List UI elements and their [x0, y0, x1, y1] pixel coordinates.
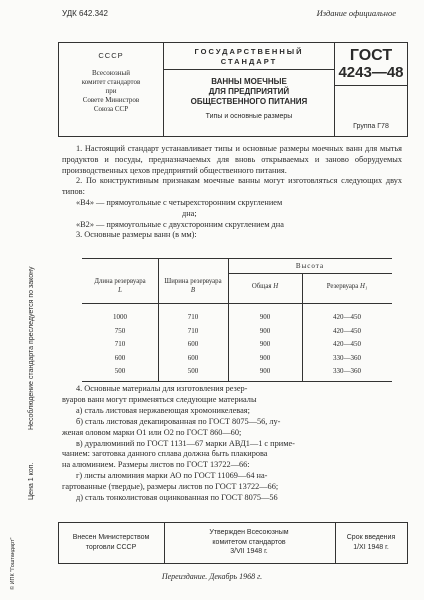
gost-number: 4243—48	[338, 64, 404, 81]
dimension-table	[82, 258, 392, 382]
doc-title-line: ОБЩЕСТВЕННОГО ПИТАНИЯ	[190, 97, 308, 106]
org-cell	[59, 43, 164, 136]
paragraph-2a-cont: дна;	[182, 208, 197, 218]
reprint-note: Переиздание. Декабрь 1968 г.	[161, 572, 263, 581]
material-b-cont: женая оловом марки О1 или О2 по ГОСТ 860—60;	[62, 427, 242, 437]
col-total-header: Общая	[251, 283, 272, 290]
col-total-symbol: H	[273, 283, 279, 290]
org-line: комитет стандартов	[81, 78, 141, 86]
material-a: а) сталь листовая нержавеющая хромоникелевая;	[76, 405, 250, 415]
doc-subtitle: Типы и основные размеры	[205, 113, 293, 120]
doc-title-line: ДЛЯ ПРЕДПРИЯТИЙ	[208, 87, 290, 96]
table-row: 710 600 900 420—450	[114, 340, 361, 349]
paragraph-2a: «В4» — прямоугольные с четырехсторонним скруглением	[76, 197, 283, 207]
introduced-by: торговли СССР	[85, 543, 137, 551]
edition-note: Издание официальное	[316, 8, 396, 18]
approved-by: Утвержден Всесоюзным	[209, 529, 289, 536]
material-c: в) дуралюминий по ГОСТ 1131—67 марки АВД1—1 с приме-	[76, 438, 295, 448]
table-row: 600 600 900 330—360	[114, 353, 361, 362]
udc-code: УДК 642.342	[62, 9, 108, 18]
state-standard-label: СТАНДАРТ	[220, 57, 278, 66]
material-g: г) листы алюминия марки АО по ГОСТ 11069—64 на-	[76, 471, 268, 481]
approval-date: 3/VII 1948 г.	[230, 548, 268, 555]
org-line: Союза ССР	[93, 105, 129, 113]
col-length-header: Длина резервуара	[94, 278, 146, 285]
col-tank-header: Резервуара	[326, 283, 359, 290]
org-line: Всесоюзный	[92, 69, 130, 77]
section-4-line: 4. Основные материалы для изготовления резер-	[76, 384, 248, 393]
material-b: б) сталь листовая декапированная по ГОСТ 8075—56, лу-	[76, 416, 281, 426]
introduced-by: Внесен Министерством	[72, 534, 150, 541]
effective-label: Срок введения	[346, 534, 396, 541]
col-width-symbol: B	[190, 287, 196, 294]
section-4-line: вуаров ванн могут применяться следующие материалы	[62, 394, 257, 404]
state-standard-label: ГОСУДАРСТВЕННЫЙ	[194, 47, 304, 56]
paragraph-2: 2. По конструктивным признакам моечные ванны могут изготовляться следующих двух типов:	[62, 176, 402, 197]
side-law-note: Несоблюдение стандарта преследуется по закону	[28, 266, 35, 430]
paragraph-2b: «В2» — прямоугольные с двухсторонним скруглением дна	[76, 219, 284, 229]
org-line: Совете Министров	[82, 96, 140, 104]
table-row: 500 500 900 330—360	[114, 367, 361, 376]
title-cell	[164, 43, 335, 136]
side-price: Цена 1 коп.	[28, 462, 35, 500]
title-block	[58, 42, 408, 137]
height-group-header: Высота	[295, 262, 325, 270]
group-code: Группа Г78	[353, 123, 389, 130]
table-row: 750 710 900 420—450	[114, 326, 361, 335]
gost-cell	[335, 43, 407, 136]
material-c-cont: на алюминием. Размеры листов по ГОСТ 13722—66:	[62, 460, 250, 470]
approved-by: комитетом стандартов	[212, 538, 286, 546]
material-c-cont: чанием: заготовка данного сплава должна быть плакирова	[62, 449, 268, 459]
material-d: д) сталь тонколистовая оцинкованная по ГОСТ 8075—56	[76, 493, 278, 503]
doc-title-line: ВАННЫ МОЕЧНЫЕ	[211, 77, 287, 86]
org-country: СССР	[98, 51, 124, 60]
material-g-cont: гартованные (твердые), размеры листов по ГОСТ 13722—66;	[62, 482, 279, 492]
effective-date: 1/XI 1948 г.	[353, 543, 389, 551]
col-width-header: Ширина резервуара	[164, 278, 222, 285]
approval-block	[58, 522, 408, 564]
org-line: при	[105, 87, 117, 95]
paragraph-1: 1. Настоящий стандарт устанавливает типы и основные размеры моечных ванн для мытья продуктов и посуды, предназначаемых для вновь открываемых и заново оборудуемых производственных цехов предприятий общественного питания.	[62, 144, 402, 175]
side-publisher: © ИПК "Гоштандарт"	[10, 537, 16, 590]
paragraph-3: 3. Основные размеры ванн (в мм):	[76, 230, 197, 240]
col-length-symbol: L	[118, 287, 122, 294]
table-row: 1000 710 900 420—450	[113, 313, 361, 321]
col-tank-symbol: H₁	[360, 283, 368, 290]
gost-label: ГОСТ	[349, 47, 393, 64]
